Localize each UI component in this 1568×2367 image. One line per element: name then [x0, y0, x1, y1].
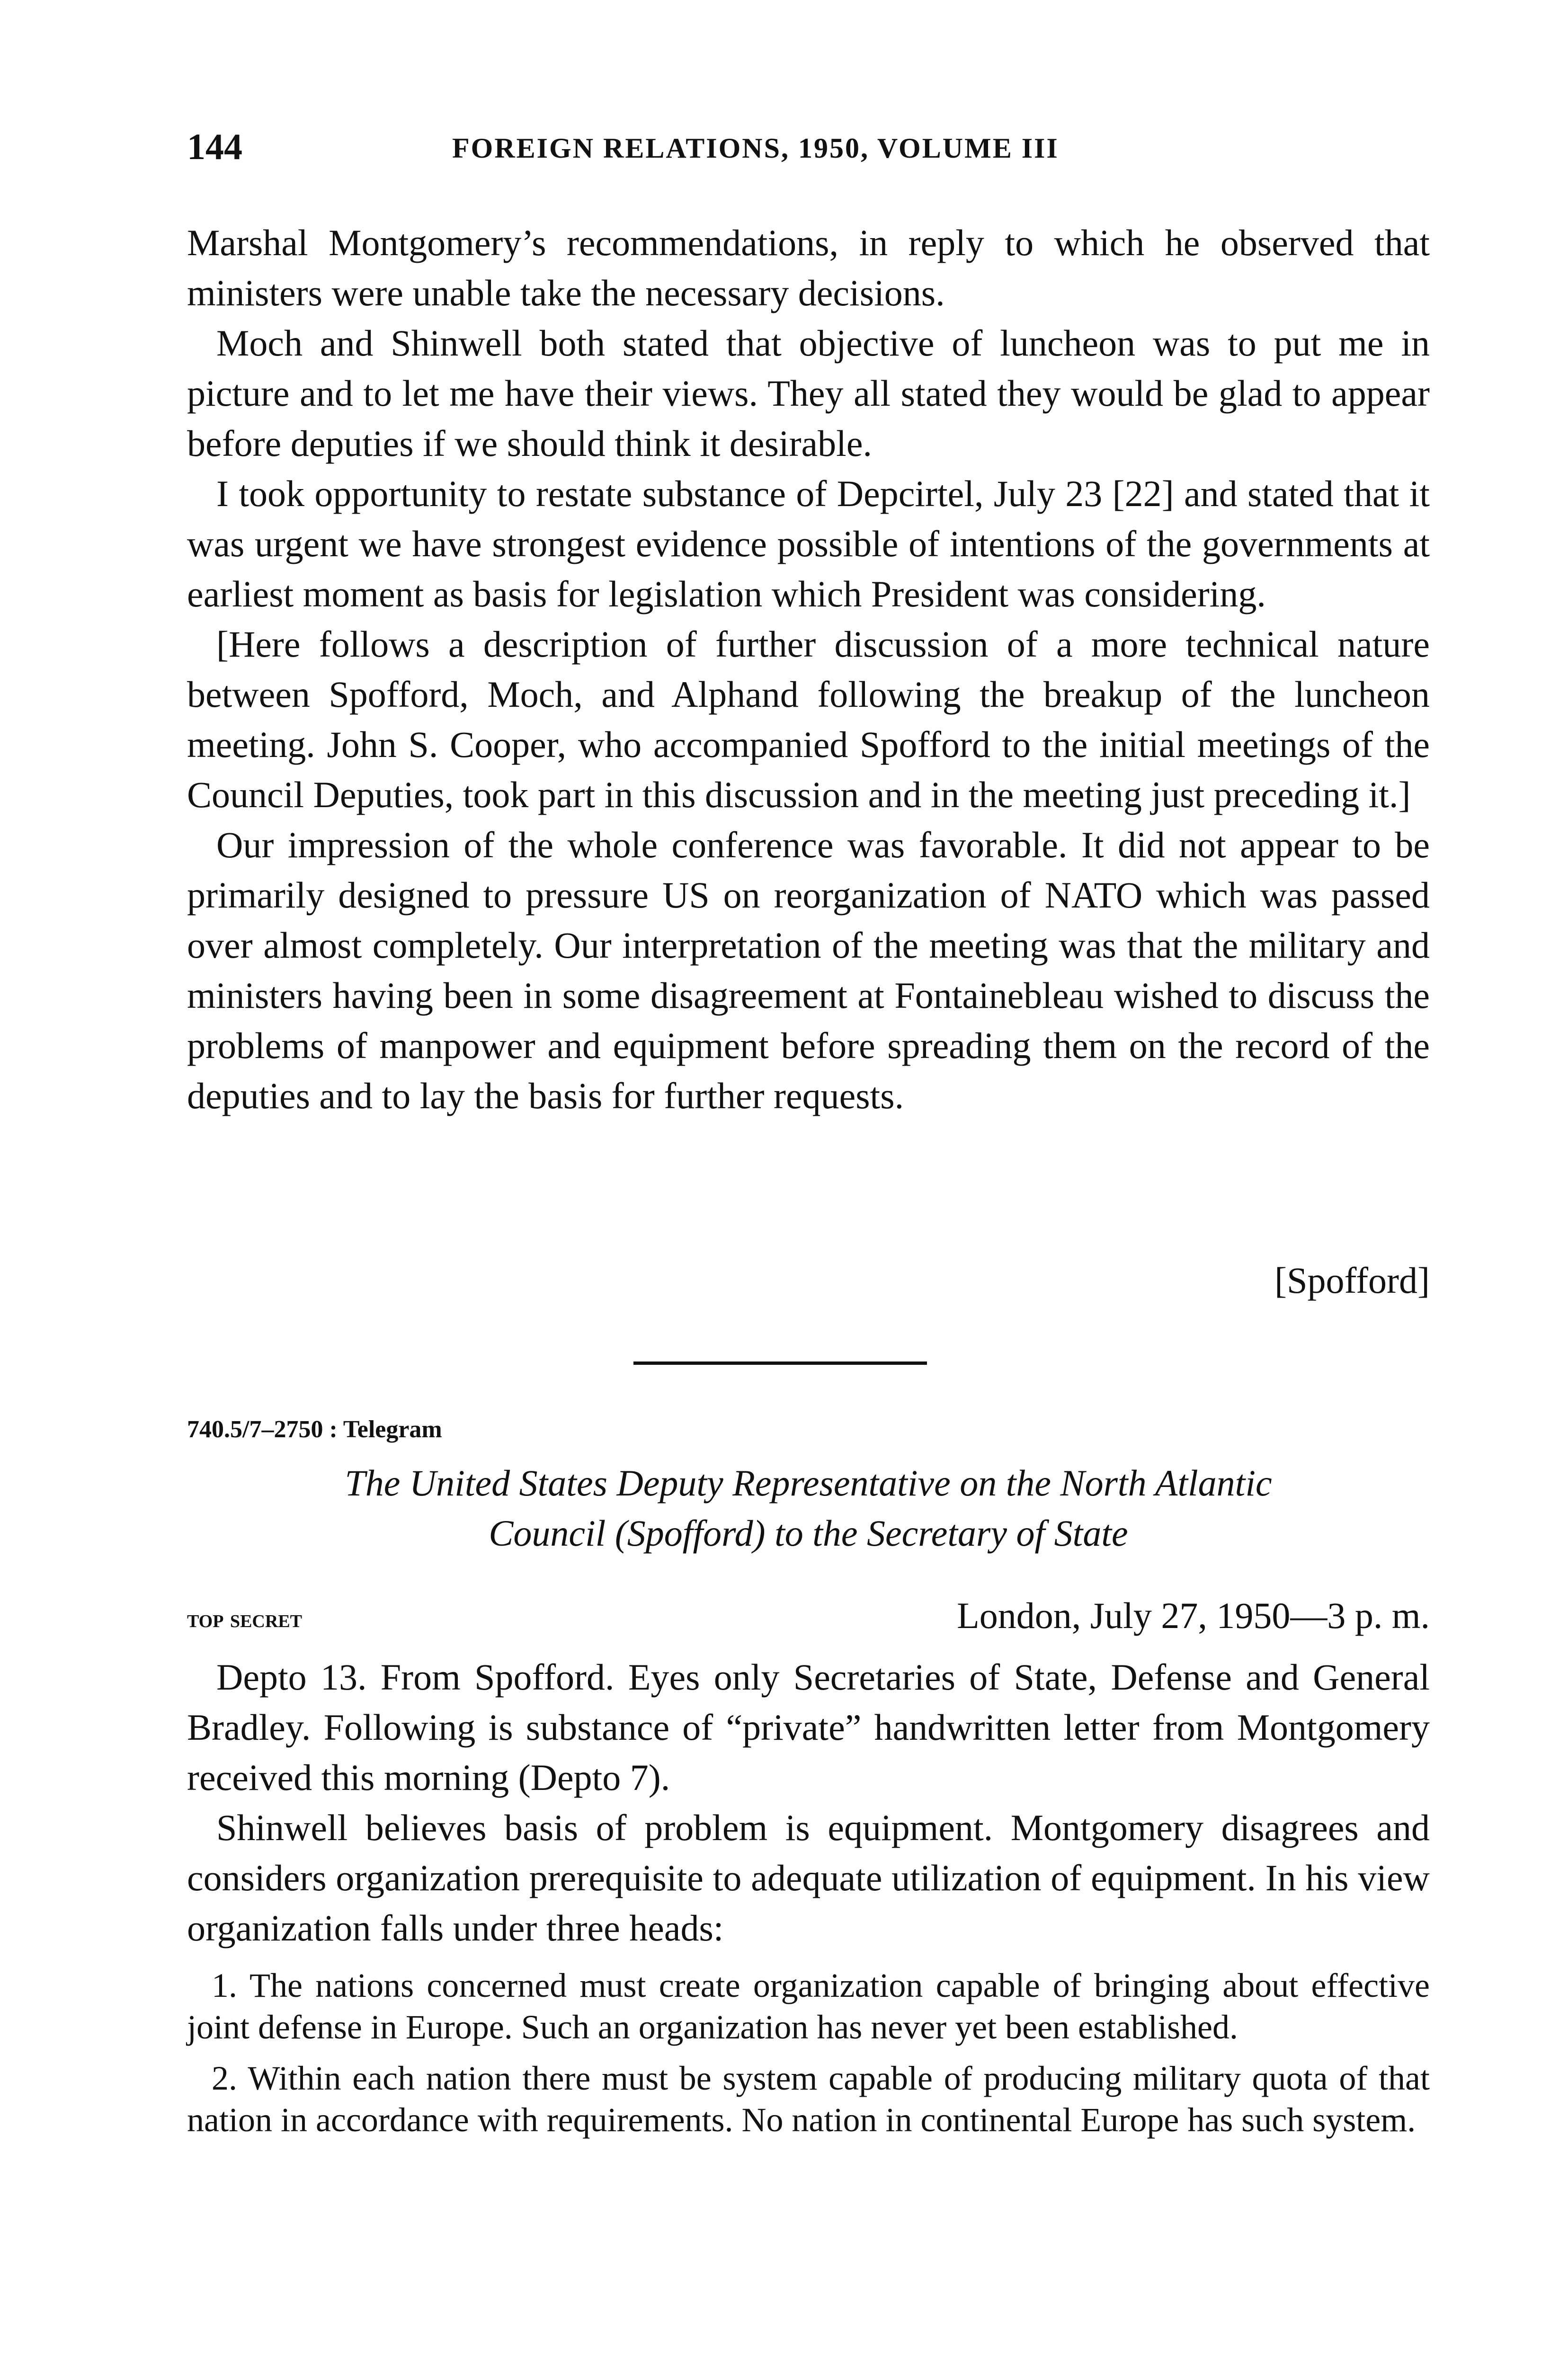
- paragraph: Marshal Montgomery’s recommendations, in reply to which he observed that ministers were unable take the necessary decisions.: [187, 222, 1430, 313]
- document-title-line: Council (Spofford) to the Secretary of State: [489, 1513, 1128, 1554]
- document-title: [187, 1458, 1430, 1558]
- dateline: London, July 27, 1950—3 p. m.: [957, 1595, 1430, 1636]
- paragraph: Our impression of the whole conference was favorable. It did not appear to be primarily designed to pressure US on reorganization of NATO which was passed over almost completely. Our interpretation of the meeting was that the military and ministers having been in some disagreement at Fontainebleau wished to discuss the problems of manpower and equipment before spreading them on the record of the deputies and to lay the basis for further requests.: [187, 824, 1430, 1116]
- classification: top secret: [187, 1604, 302, 1633]
- numbered-list: [187, 1965, 1430, 2150]
- page-number: 144: [187, 126, 242, 167]
- paragraph: Depto 13. From Spofford. Eyes only Secretaries of State, Defense and General Bradley. Following is substance of “private” handwritten letter from Montgomery received this morning (Depto 7).: [187, 1656, 1430, 1798]
- paragraph: [Here follows a description of further discussion of a more technical nature between Spofford, Moch, and Alphand following the breakup of the luncheon meeting. John S. Cooper, who accompanied Spofford to the initial meetings of the Council Deputies, took part in this discussion and in the meeting just preceding it.]: [187, 623, 1430, 815]
- list-item: 2. Within each nation there must be system capable of producing military quota of that nation in accordance with requirements. No nation in continental Europe has such system.: [187, 2059, 1430, 2139]
- running-title: FOREIGN RELATIONS, 1950, VOLUME III: [452, 133, 1059, 164]
- list-item: 1. The nations concerned must create organization capable of bringing about effective joint defense in Europe. Such an organization has never yet been established.: [187, 1967, 1430, 2046]
- paragraph: I took opportunity to restate substance of Depcirtel, July 23 [22] and stated that it was urgent we have strongest evidence possible of intentions of the governments at earliest moment as basis for legislation which President was considering.: [187, 473, 1430, 614]
- signature: [Spofford]: [1274, 1260, 1430, 1301]
- telegram-text: [187, 1652, 1430, 1953]
- section-divider: [633, 1361, 927, 1365]
- continuation-text: [187, 218, 1430, 1121]
- file-reference: 740.5/7–2750 : Telegram: [187, 1416, 442, 1443]
- page-header: [187, 125, 1430, 173]
- document-title-line: The United States Deputy Representative on the North Atlantic: [345, 1462, 1272, 1504]
- paragraph: Moch and Shinwell both stated that objective of luncheon was to put me in picture and to let me have their views. They all stated they would be glad to appear before deputies if we should think it desirable.: [187, 322, 1430, 464]
- paragraph: Shinwell believes basis of problem is equipment. Montgomery disagrees and considers organization prerequisite to adequate utilization of equipment. In his view organization falls under three heads:: [187, 1807, 1430, 1949]
